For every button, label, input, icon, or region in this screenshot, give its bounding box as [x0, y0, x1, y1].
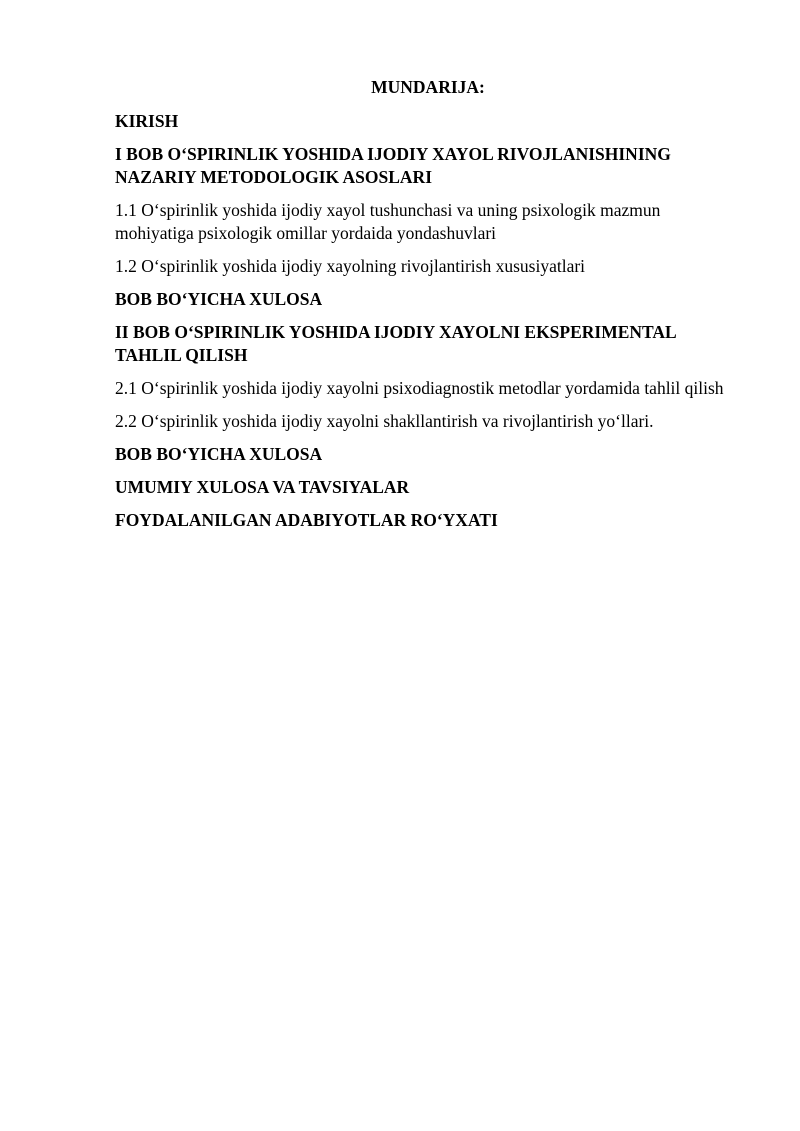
toc-entry-references: FOYDALANILGAN ADABIYOTLAR RO‘YXATI	[115, 510, 498, 530]
toc-entry-general-conclusion: UMUMIY XULOSA VA TAVSIYALAR	[115, 477, 410, 497]
toc-entry-chapter-1-conclusion: BOB BO‘YICHA XULOSA	[115, 289, 323, 309]
document-page	[115, 76, 727, 542]
toc-entry-section-2-2: 2.2 O‘spirinlik yoshida ijodiy xayolni shakllantirish va rivojlantirish yo‘llari.	[115, 411, 654, 431]
toc-entry-section-2-1: 2.1 O‘spirinlik yoshida ijodiy xayolni psixodiagnostik metodlar yordamida tahlil qilish	[115, 378, 724, 398]
toc-entry-section-1-2: 1.2 O‘spirinlik yoshida ijodiy xayolning rivojlantirish xususiyatlari	[115, 256, 586, 276]
toc-entry-chapter-2: II BOB O‘SPIRINLIK YOSHIDA IJODIY XAYOLNI EKSPERIMENTAL TAHLIL QILISH	[115, 322, 676, 365]
toc-entry-chapter-2-conclusion: BOB BO‘YICHA XULOSA	[115, 444, 323, 464]
toc-entry-chapter-1: I BOB O‘SPIRINLIK YOSHIDA IJODIY XAYOL RIVOJLANISHINING NAZARIY METODOLOGIK ASOSLARI	[115, 144, 671, 187]
toc-entry-introduction: KIRISH	[115, 111, 179, 131]
toc-entry-section-1-1: 1.1 O‘spirinlik yoshida ijodiy xayol tushunchasi va uning psixologik mazmun mohiyatiga psixologik omillar yordaida yondashuvlari	[115, 200, 661, 243]
page-title: MUNDARIJA:	[371, 77, 485, 97]
